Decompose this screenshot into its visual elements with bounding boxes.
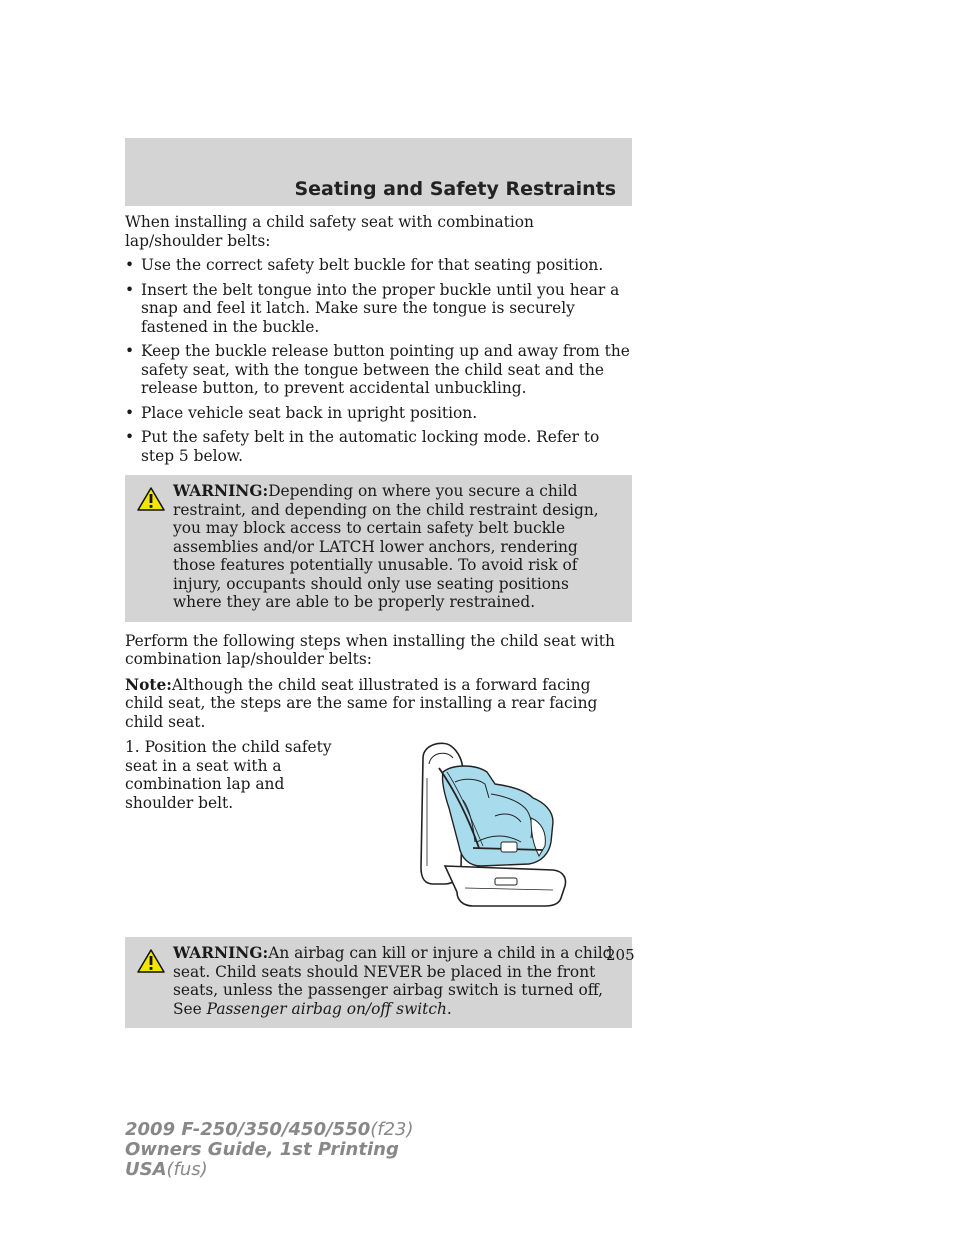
- cross-reference-link[interactable]: Passenger airbag on/off switch: [206, 999, 447, 1018]
- footer-line-1: [125, 1120, 414, 1140]
- warning-body: An airbag can kill or injure a child in a child seat. Child seats should NEVER be placed in the front seats, unless the passenger airbag switch is turned off, See: [173, 944, 613, 1018]
- step-1-row: [125, 738, 632, 910]
- warning-text: [133, 944, 622, 1018]
- section-title: Seating and Safety Restraints: [294, 178, 616, 200]
- intro-paragraph: When installing a child safety seat with combination lap/shoulder belts:: [125, 213, 534, 250]
- list-item: • Keep the buckle release button pointing up and away from the safety seat, with the tongue between the child seat and the release button, to prevent accidental unbuckling.: [125, 342, 632, 398]
- warning-box-latch: [125, 475, 632, 622]
- note-label: Note:: [125, 675, 172, 694]
- footer-region: USA: [125, 1159, 167, 1180]
- perform-paragraph: Perform the following steps when installing the child seat with combination lap/shoulder belts:: [125, 631, 615, 668]
- footer-line-2: Owners Guide, 1st Printing: [125, 1139, 399, 1160]
- warning-triangle-icon: [137, 487, 165, 511]
- footer-model-code: (f23): [370, 1119, 414, 1140]
- note-paragraph: [125, 676, 632, 732]
- page-number: 205: [606, 946, 635, 964]
- warning-body: Depending on where you secure a child restraint, and depending on the child restraint design, you may block access to certain safety belt buckle assemblies and/or LATCH lower anchors, rendering those features potentially unusable. To avoid risk of injury, occupants should only use seating positions where they are able to be properly restrained.: [173, 482, 599, 611]
- section-header-band: [125, 138, 632, 206]
- footer-region-code: (fus): [166, 1159, 208, 1180]
- step-1-text: 1. Position the child safety seat in a seat with a combination lap and shoulder belt.: [125, 738, 332, 812]
- list-item: • Use the correct safety belt buckle for that seating position.: [125, 256, 632, 275]
- warning-label: WARNING:: [173, 482, 269, 500]
- warning-triangle-icon: [137, 949, 165, 973]
- list-item: • Place vehicle seat back in upright position.: [125, 404, 632, 423]
- warning-end: .: [446, 999, 452, 1018]
- footer-model: 2009 F-250/350/450/550: [125, 1119, 371, 1140]
- warning-text: [133, 482, 622, 612]
- note-body: Although the child seat illustrated is a forward facing child seat, the steps are the same for installing a rear facing child seat.: [125, 675, 598, 731]
- list-item: • Insert the belt tongue into the proper buckle until you hear a snap and feel it latch. Make sure the tongue is securely fastened in the buckle.: [125, 281, 632, 337]
- footer-line-3: [125, 1160, 414, 1180]
- installation-bullet-list: [125, 256, 632, 465]
- document-footer: [125, 1120, 414, 1180]
- warning-box-airbag: [125, 937, 632, 1028]
- child-seat-illustration: [403, 738, 583, 910]
- page-content: [125, 213, 632, 1028]
- list-item: • Put the safety belt in the automatic locking mode. Refer to step 5 below.: [125, 428, 632, 465]
- warning-label: WARNING:: [173, 944, 269, 962]
